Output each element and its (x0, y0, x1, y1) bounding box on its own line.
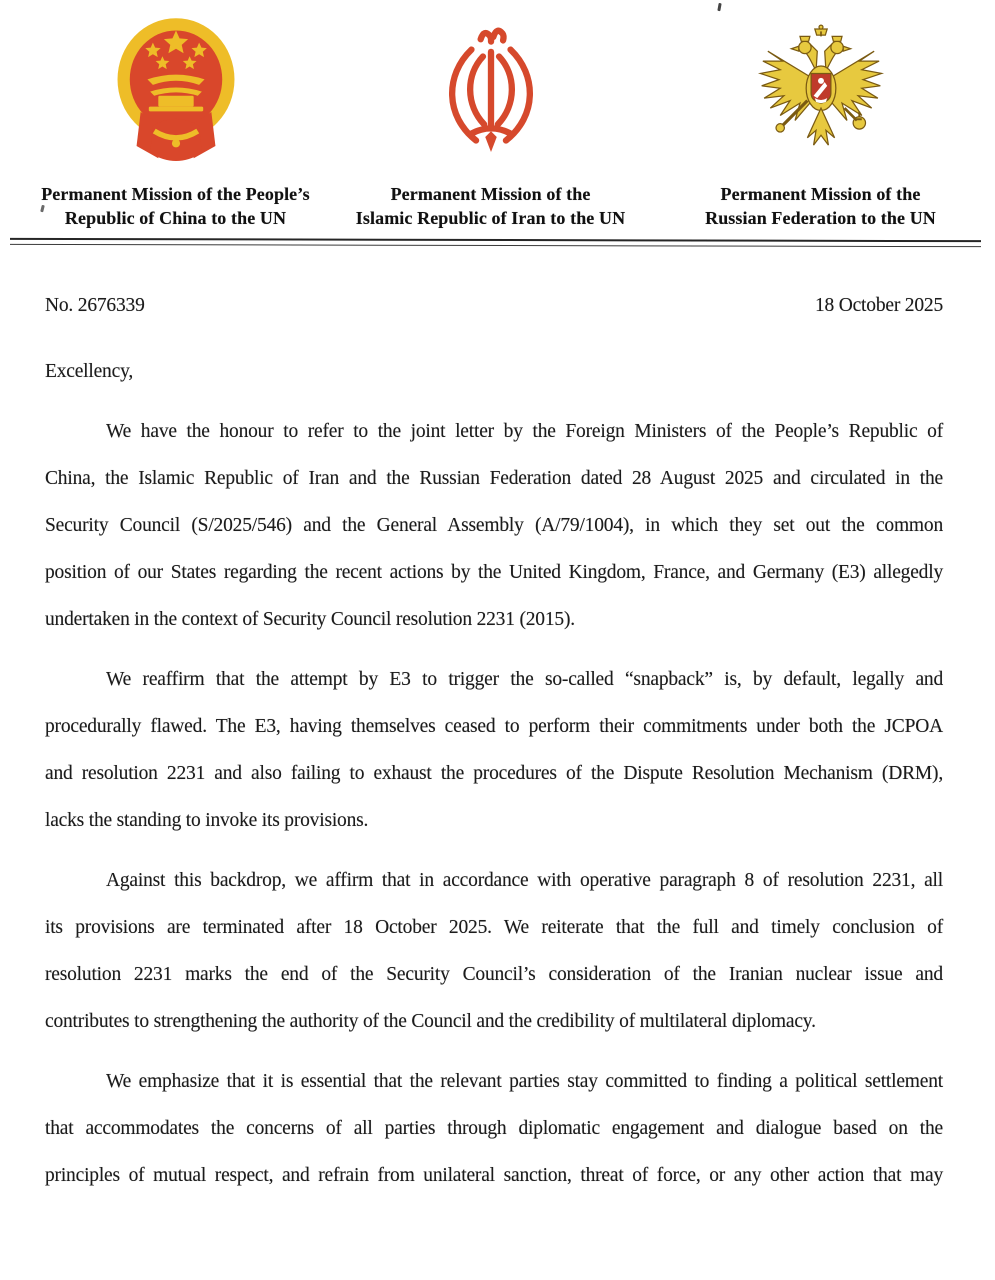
reference-number: No. 2676339 (45, 295, 145, 316)
body-line: procedurally flawed. The E3, having themselves ceased to perform their commitments under both the JCPOA (45, 716, 943, 737)
body-line: and resolution 2231 and also failing to exhaust the procedures of the Dispute Resolution Mechanism (DRM), (45, 763, 943, 784)
body-line: contributes to strengthening the authority of the Council and the credibility of multilateral diplomacy. (45, 1011, 816, 1032)
caption-line: Permanent Mission of the (720, 184, 921, 204)
mission-caption-iran (356, 182, 625, 230)
iran-national-emblem-icon (426, 16, 556, 182)
salutation: Excellency, (45, 361, 134, 382)
caption-line: Russian Federation to the UN (705, 208, 936, 228)
body-line: its provisions are terminated after 18 October 2025. We reiterate that the full and timely conclusion of (45, 917, 943, 938)
body-line: principles of mutual respect, and refrain from unilateral sanction, threat of force, or any other action that may (45, 1165, 943, 1186)
body-line: We emphasize that it is essential that the relevant parties stay committed to finding a political settlement (106, 1071, 943, 1092)
mission-russia (663, 16, 978, 230)
russia-coat-of-arms-icon (753, 16, 889, 182)
letter-date: 18 October 2025 (814, 295, 943, 316)
body-line: undertaken in the context of Security Council resolution 2231 (2015). (45, 609, 575, 630)
letter-meta (45, 295, 943, 317)
body-line: We have the honour to refer to the joint letter by the Foreign Ministers of the People’s Republic of (106, 421, 943, 442)
body-line: Security Council (S/2025/546) and the General Assembly (A/79/1004), in which they set out the common (45, 515, 943, 536)
mission-caption-china (41, 182, 310, 230)
paragraph (45, 408, 943, 643)
caption-line: Republic of China to the UN (64, 208, 287, 228)
caption-line: Permanent Mission of the People’s (41, 184, 310, 204)
china-national-emblem-icon (108, 16, 244, 182)
body-line: resolution 2231 marks the end of the Security Council’s consideration of the Iranian nuclear issue and (45, 964, 943, 985)
body-line: position of our States regarding the recent actions by the United Kingdom, France, and Germany (E3) allegedly (45, 562, 943, 583)
mission-china (18, 16, 333, 230)
paragraph (45, 656, 943, 844)
paragraph (45, 857, 943, 1045)
body-line: We reaffirm that the attempt by E3 to trigger the so-called “snapback” is, by default, legally and (106, 669, 943, 690)
body-line: Against this backdrop, we affirm that in accordance with operative paragraph 8 of resolution 2231, all (106, 870, 943, 891)
scan-artifact (717, 3, 721, 11)
body-line: that accommodates the concerns of all parties through diplomatic engagement and dialogue based on the (45, 1118, 943, 1139)
header-divider (10, 238, 981, 247)
mission-iran (333, 16, 648, 230)
body-line: China, the Islamic Republic of Iran and the Russian Federation dated 28 August 2025 and circulated in the (45, 468, 943, 489)
caption-line: Islamic Republic of Iran to the UN (355, 208, 626, 228)
caption-line: Permanent Mission of the (390, 184, 591, 204)
letter-body (45, 408, 943, 1212)
mission-caption-russia (705, 182, 936, 230)
body-line: lacks the standing to invoke its provisions. (45, 810, 369, 831)
paragraph (45, 1058, 943, 1199)
